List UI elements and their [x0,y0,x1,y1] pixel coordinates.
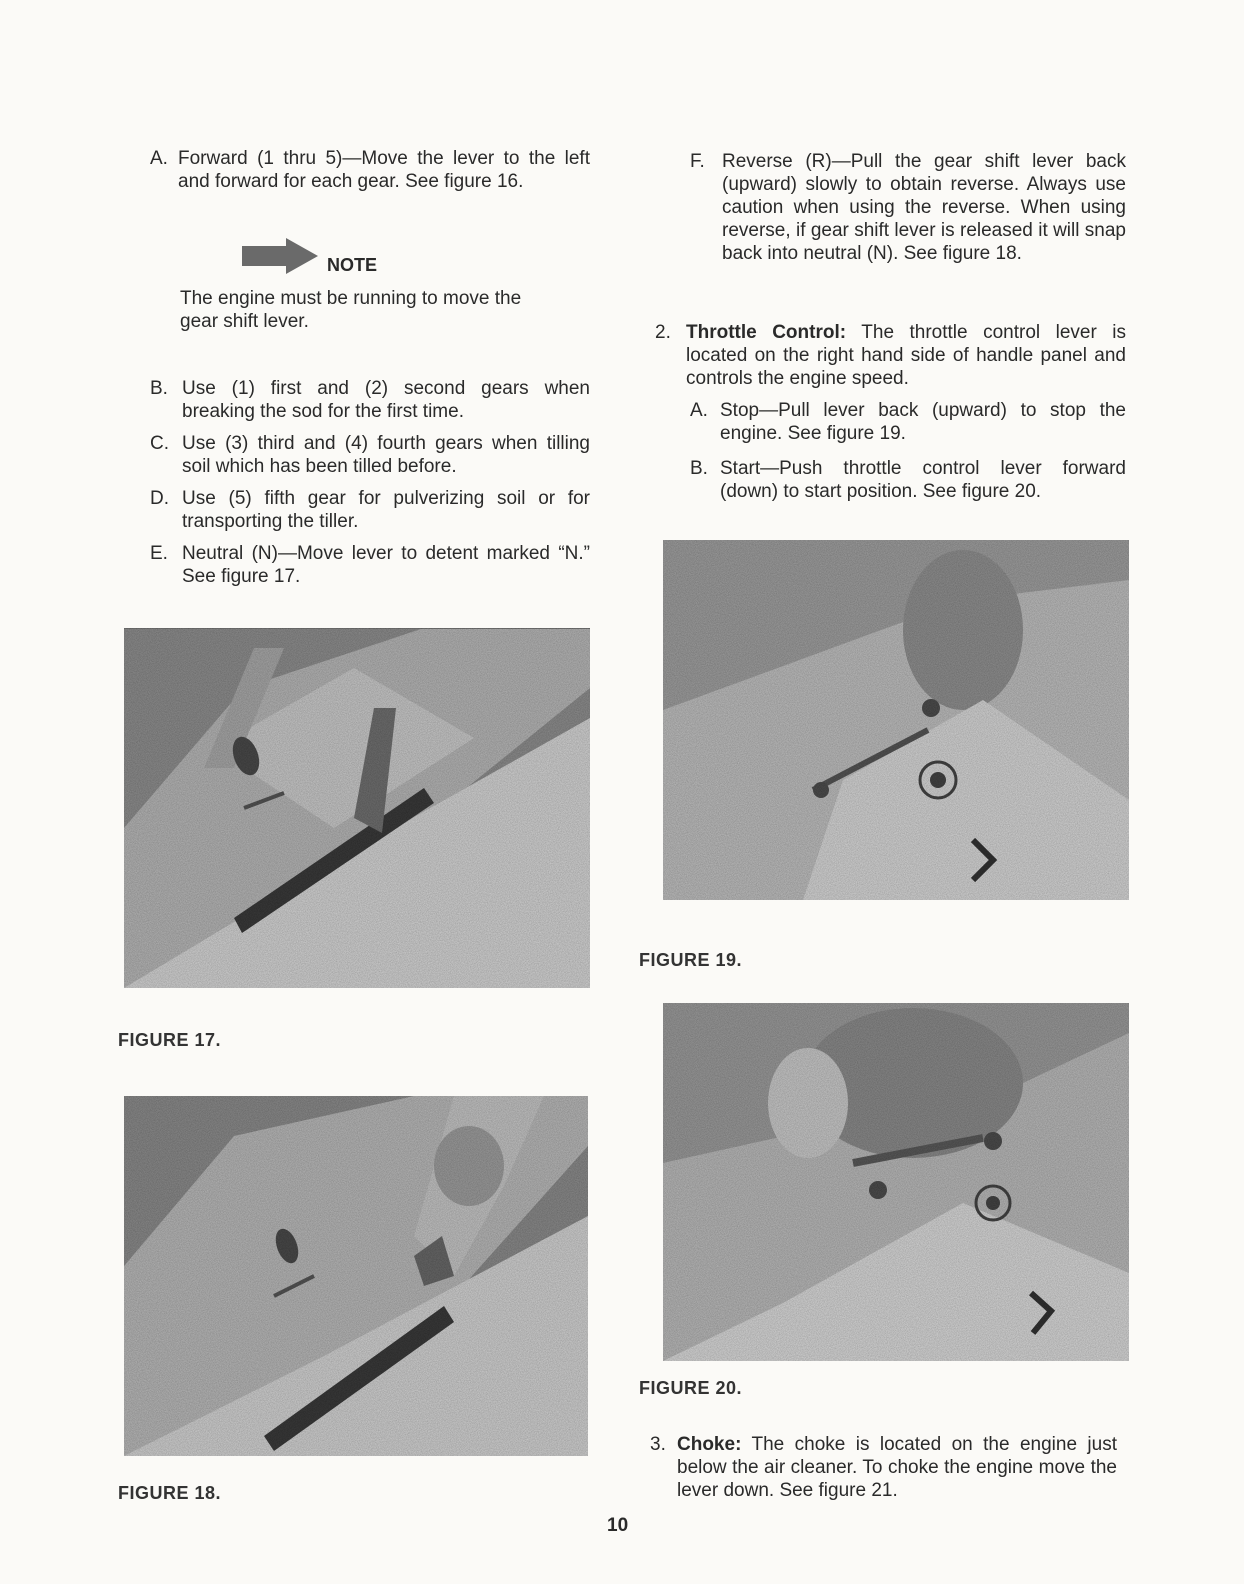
item-text: Use (3) third and (4) fourth gears when tilling soil which has been tilled before. [182,433,590,477]
item-text: Use (5) fifth gear for pulverizing soil or for transporting the tiller. [182,488,590,532]
figure-20-caption: FIGURE 20. [639,1378,743,1398]
item-text [686,321,1126,390]
figure-17-photo [124,628,590,988]
item-text [677,1433,1117,1502]
figure-19-caption: FIGURE 19. [639,950,743,970]
item-lead: Throttle Control: [686,322,847,343]
item-text: Forward (1 thru 5)—Move the lever to the left and forward for each gear. See figure 16. [178,148,590,192]
item-label: B. [150,378,168,399]
item-label: A. [690,400,708,421]
item-label: E. [150,543,168,564]
note-label: NOTE [327,255,378,275]
item-text: Use (1) first and (2) second gears when breaking the sod for the first time. [182,378,590,422]
page-number: 10 [607,1515,629,1536]
item-label: 2. [655,322,671,343]
item-body: The choke is located on the engine just below the air cleaner. To choke the engine move the lever down. See figure 21. [677,1434,1117,1501]
item-lead: Choke: [677,1434,742,1455]
item-text: Neutral (N)—Move lever to detent marked “N.” See figure 17. [182,543,590,587]
item-label: 3. [650,1434,666,1455]
figure-18-caption: FIGURE 18. [118,1483,222,1503]
figure-20-photo [663,1003,1129,1361]
item-label: F. [690,151,705,172]
item-text: Start—Push throttle control lever forward (down) to start position. See figure 20. [720,458,1126,502]
item-text: Stop—Pull lever back (upward) to stop the engine. See figure 19. [720,400,1126,444]
figure-18-photo [124,1096,588,1456]
item-label: B. [690,458,708,479]
note-arrow-icon [240,236,320,276]
note-text: The engine must be running to move the gear shift lever. [180,288,522,332]
item-label: A. [150,148,168,169]
item-body: The throttle control lever is located on the right hand side of handle panel and controls the engine speed. [686,322,1127,389]
figure-17-caption: FIGURE 17. [118,1030,222,1050]
item-label: C. [150,433,169,454]
item-text: Reverse (R)—Pull the gear shift lever back (upward) slowly to obtain reverse. Always use caution when using the reverse. When using reverse, if gear shift lever is released it will snap back into neutral (N). See figure 18. [722,151,1126,264]
figure-19-photo [663,540,1129,900]
item-label: D. [150,488,169,509]
